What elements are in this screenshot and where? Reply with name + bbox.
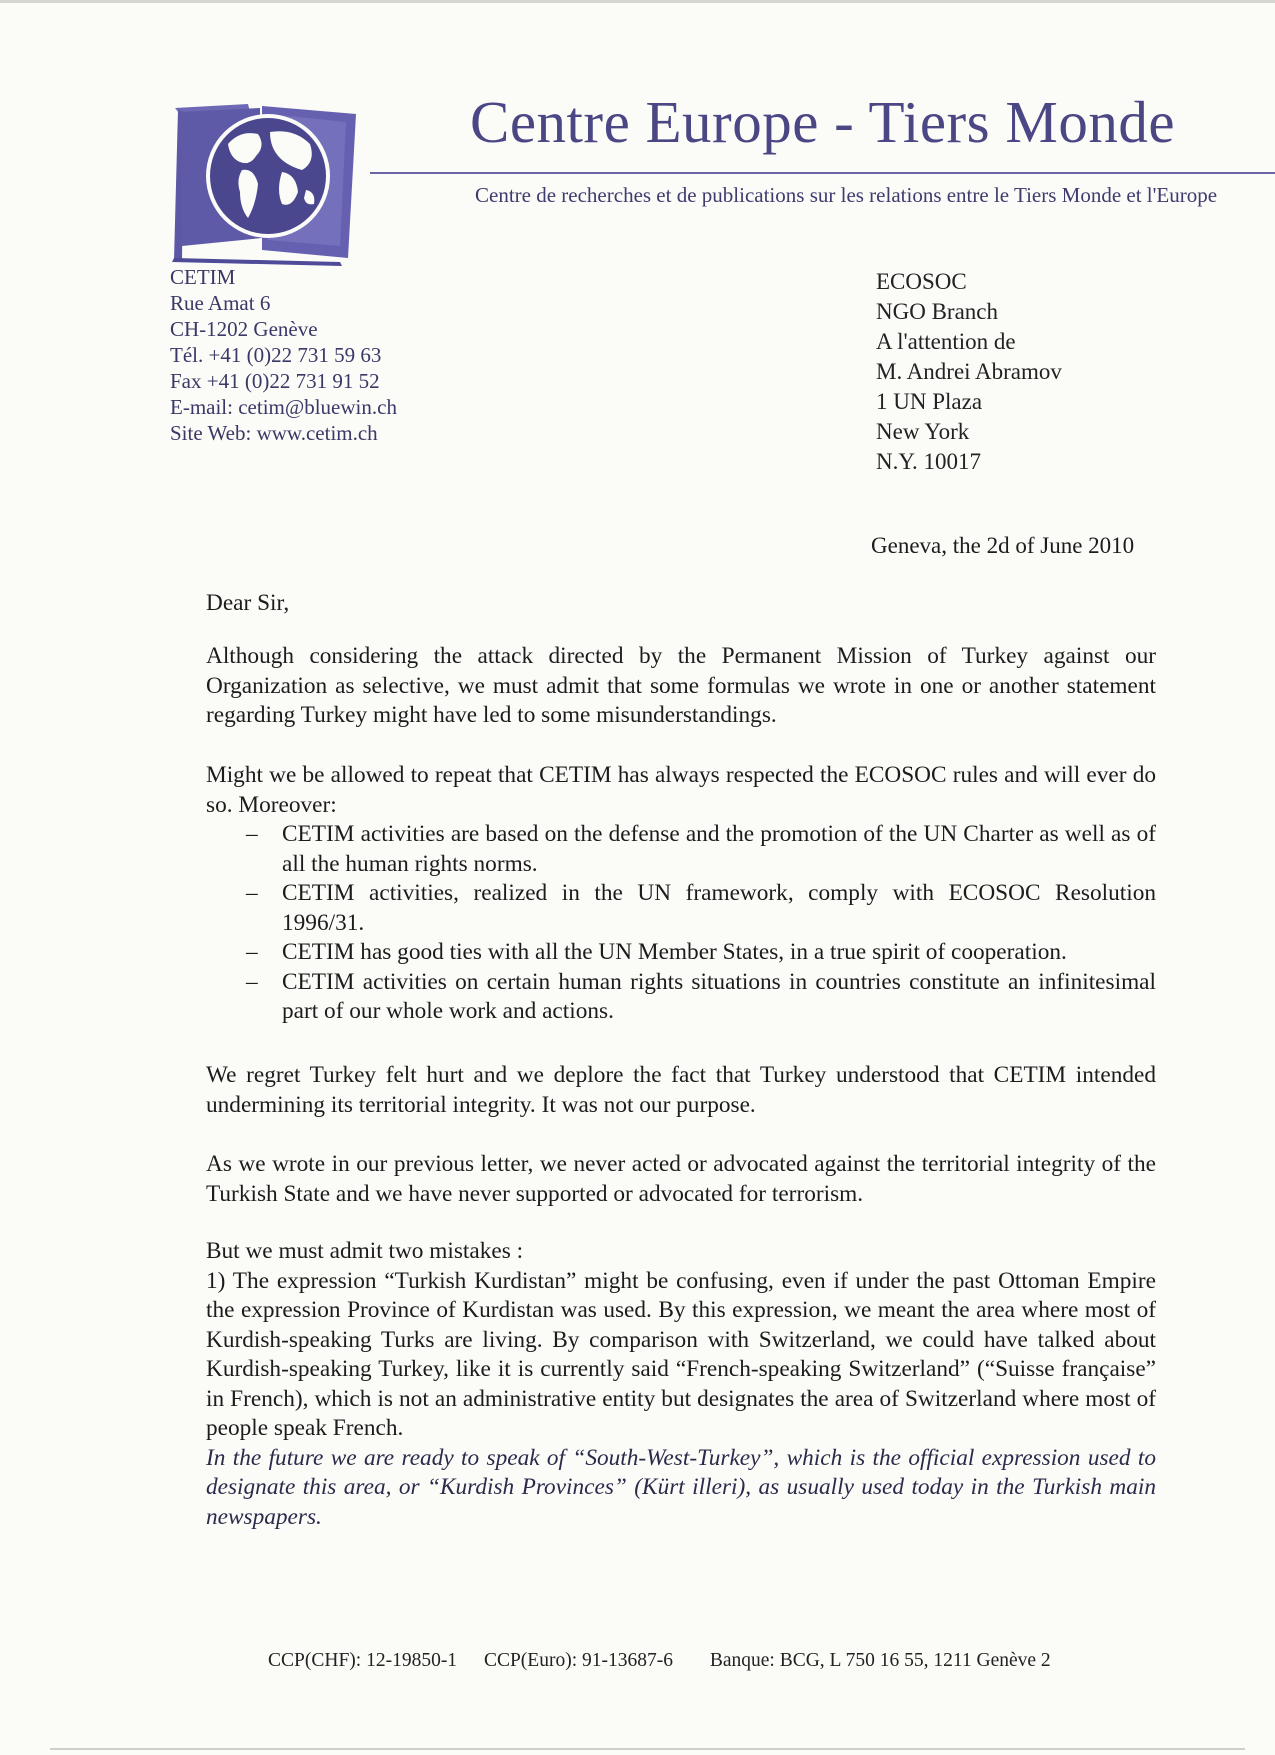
paragraph-2: Might we be allowed to repeat that CETIM has always respected the ECOSOC rules and will ever do so. Moreover: [206,762,1156,818]
title-divider [370,172,1275,174]
recipient-line: New York [876,419,970,444]
recipient-address-block [876,267,1062,477]
salutation: Dear Sir, [206,590,290,616]
sender-name: CETIM [170,265,236,289]
page-top-edge [0,0,1275,3]
sender-street: Rue Amat 6 [170,291,271,315]
organization-title: Centre Europe - Tiers Monde [470,89,1176,155]
mistake-item-1: 1) The expression “Turkish Kurdistan” might be confusing, even if under the past Ottoman Empire the expression Province of Kurdistan was used. By this expression, we meant the area where most of Kurdish-speaking Turks are living. By comparison with Switzerland, we could have talked about Kurdish-speaking Turkey, like it is currently said “French-speaking Switzerland” (“Suisse française” in French), which is not an administrative entity but designates the area of Switzerland where most of people speak French. [206,1267,1156,1441]
mistake-item-1-proposal: In the future we are ready to speak of “South-West-Turkey”, which is the official expression used to designate this area, or “Kurdish Provinces” (Kürt illeri), as usually used today in the Turkish main newspapers. [206,1444,1156,1530]
mistakes-intro: But we must admit two mistakes : [206,1238,524,1264]
list-item [206,820,1156,879]
recipient-line: A l'attention de [876,329,1016,354]
sender-website: Site Web: www.cetim.ch [170,421,378,445]
sender-city: CH-1202 Genève [170,317,318,341]
bank-details: Banque: BCG, L 750 16 55, 1211 Genève 2 [709,1650,1051,1671]
organization-subtitle: Centre de recherches et de publications sur les relations entre le Tiers Monde et l'Europe [475,183,1218,207]
sender-phone: Tél. +41 (0)22 731 59 63 [170,343,382,367]
bank-footer [268,1650,1073,1672]
bullet-text: CETIM activities on certain human rights situations in countries constitute an infinitesimal part of our whole work and actions. [282,968,1156,1024]
bullet-text: CETIM activities are based on the defense and the promotion of the UN Charter as well as of all the human rights norms. [282,821,1156,877]
cetim-globe-logo [170,100,360,270]
paragraph-4: As we wrote in our previous letter, we never acted or advocated against the territorial integrity of the Turkish State and we have never supported or advocated for terrorism. [206,1151,1156,1207]
bullet-text: CETIM has good ties with all the UN Member States, in a true spirit of cooperation. [282,939,1067,965]
recipient-line: ECOSOC [876,269,967,294]
bullet-dash: – [246,939,258,965]
recipient-line: N.Y. 10017 [876,449,982,474]
recipient-line: NGO Branch [876,299,998,324]
list-item [206,968,1156,1027]
recipient-line: M. Andrei Abramov [876,359,1062,384]
letter-date: Geneva, the 2d of June 2010 [871,533,1135,558]
sender-address-block [170,264,397,446]
list-item [206,879,1156,938]
paragraph-3: We regret Turkey felt hurt and we deplore the fact that Turkey understood that CETIM intended undermining its territorial integrity. It was not our purpose. [206,1062,1156,1118]
bullet-dash: – [246,968,258,995]
ccp-chf: CCP(CHF): 12-19850-1 [268,1650,458,1671]
list-item [206,938,1156,968]
bullet-dash: – [246,821,258,847]
ccp-euro: CCP(Euro): 91-13687-6 [483,1650,673,1671]
paragraph-5 [206,1237,1156,1532]
page-bottom-edge [50,1748,1245,1750]
paragraph-1: Although considering the attack directed by the Permanent Mission of Turkey against our Organization as selective, we must admit that some formulas we wrote in one or another statement regarding Turkey might have led to some misunderstandings. [206,643,1156,728]
bullet-list [206,820,1156,1027]
bullet-text: CETIM activities, realized in the UN framework, comply with ECOSOC Resolution 1996/31. [282,880,1156,936]
bullet-dash: – [246,880,258,906]
sender-email: E-mail: cetim@bluewin.ch [170,395,397,419]
sender-fax: Fax +41 (0)22 731 91 52 [170,369,380,393]
recipient-line: 1 UN Plaza [876,389,983,414]
